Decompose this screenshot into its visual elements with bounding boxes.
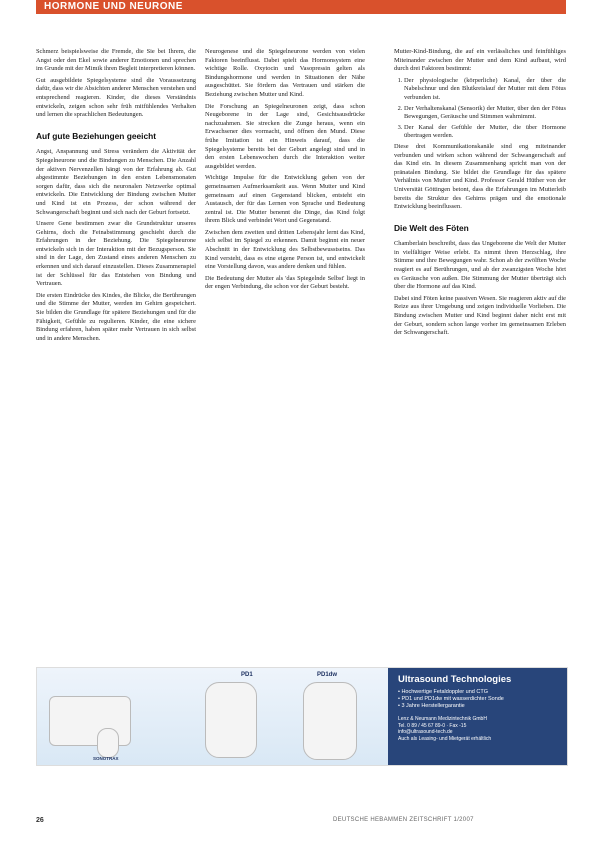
paragraph: Zwischen dem zweiten und dritten Lebensjahr lernt das Kind, sich selbst im Spiegel zu erkennen. Damit beginnt ein neuer Abschnitt in der Entwicklung des Selbstbewusstseins. Das Kind versteht, dass es eine eigene Person ist, und entwickelt eine Vorstellung davon, was andere denken und fühlen. — [205, 228, 365, 271]
paragraph: Dabei sind Föten keine passiven Wesen. Sie reagieren aktiv auf die Reize aus ihrer Umgebung und zeigen individuelle Vorlieben. Die Bindung zwischen Mutter und Kind beginnt daher nicht erst mit der Geburt, sondern schon lange vorher im gemeinsamen Erleben der Schwangerschaft. — [394, 294, 566, 337]
page-number: 26 — [36, 817, 44, 824]
paragraph: Unsere Gene bestimmen zwar die Grundstruktur unseres Gehirns, doch die Feinabstimmung geschieht durch die Erfahrungen in der Beziehung. Die Spiegelneurone entwickeln sich in der Interaktion mit der Bezugsperson. Sie sind in der Lage, den Zustand eines anderen Menschen zu erkennen und sich darauf einzustellen. Dieses Zusammenspiel ist der Schlüssel für das Entstehen von Bindung und Vertrauen. — [36, 220, 196, 288]
paragraph: Die Forschung an Spiegelneuronen zeigt, dass schon Neugeborene in der Lage sind, Gesichtsausdrücke nachzuahmen. Sie strecken die Zunge heraus, wenn ein Erwachsener dies vormacht, und öffnen den Mund. Diese frühe Imitation ist ein Hinweis darauf, dass die Spiegelsysteme bereits bei der Geburt angelegt sind und in den ersten Lebenswochen durch die Interaktion weiter ausgebildet werden. — [205, 102, 365, 170]
section-title: HORMONE UND NEURONE — [44, 1, 183, 12]
paragraph: Wichtige Impulse für die Entwicklung gehen von der gemeinsamen Aufmerksamkeit aus. Wenn Mutter und Kind gemeinsam auf einen Gegenstand blicken, entsteht ein Austausch, der für das Lernen von Sprache und Bedeutung zentral ist. Die Mutter benennt die Dinge, das Kind folgt ihrem Blick und verbindet Wort und Gegenstand. — [205, 174, 365, 225]
paragraph: Schmerz beispielsweise die Fremde, die Sie bei Ihrem, die Angst oder den Ekel sowie anderer Emotionen und sprechen im Grunde mit der Mimik ihren Begleit interpretieren können. — [36, 48, 196, 73]
ad-features: • Hochwertige Fetaldoppler und CTG • PD1 und PD1dw mit wasserdichter Sonde • 3 Jahre Herstellergarantie — [398, 689, 504, 709]
list-item: 1. Der physiologische (körperliche) Kanal, der über die Nabelschnur und den Blutkreislauf der Mutter mit dem Fötus verbunden ist. — [404, 77, 566, 103]
paragraph: Chamberlain beschreibt, dass das Ungeborene die Welt der Mutter in vielfältiger Weise erlebt. Es nimmt ihren Herzschlag, ihre Stimme und ihre Bewegungen wahr. Schon ab der zwölften Woche reagiert es auf Berührungen, und ab der zwanzigsten Woche hört es Geräusche von außen. Die Stimmung der Mutter überträgt sich über die Hormone auf das Kind. — [394, 240, 566, 291]
section-header-bar — [36, 0, 566, 14]
list-item: 3. Der Kanal der Gefühle der Mutter, die über Hormone übertragen werden. — [404, 124, 566, 141]
paragraph: Diese drei Kommunikationskanäle sind eng miteinander verbunden und wirken schon während der Schwangerschaft auf das Kind ein. In diesem Zusammenhang spricht man von der pränatalen Bindung. Sie bildet die Grundlage für das spätere Verhältnis von Mutter und Kind. Professor Gerald Hüther von der Universität Göttingen betont, dass die Erfahrungen im Mutterleib bereits die Struktur des Gehirns prägen und die emotionale Entwicklung beeinflussen. — [394, 142, 566, 211]
pd1-device-image — [205, 682, 257, 758]
list-item: 2. Der Verhaltenskanal (Sensorik) der Mutter, über den der Fötus Bewegungen, Geräusche und Stimmen wahrnimmt. — [404, 105, 566, 122]
paragraph: Angst, Anspannung und Stress verändern die Aktivität der Spiegelneurone und die Bindungen zu Menschen. Die Anzahl der aktiven Nervenzellen hängt von der Erfahrung ab. Gut abgestimmte Beziehungen in den ersten Lebensmonaten sorgen dafür, dass sich die neuronalen Netzwerke optimal entwickeln. Die Entwicklung der Bindung zwischen Mutter und Kind ist ein Prozess, der schon während der Schwangerschaft beginnt und sich nach der Geburt fortsetzt. — [36, 148, 196, 216]
numbered-list — [394, 77, 566, 141]
paragraph: Gut ausgebildete Spiegelsysteme sind die Voraussetzung dafür, dass wir die Absichten anderer Menschen verstehen und entsprechend reagieren. Kinder, die dieses Verständnis entwickeln, zeigen schon sehr früh mitfühlendes Verhalten und lernen die sprachlichen Bedeutungen. — [36, 76, 196, 119]
journal-footer: DEUTSCHE HEBAMMEN ZEITSCHRIFT 1/2007 — [333, 817, 474, 823]
paragraph: Die Bedeutung der Mutter als 'das Spiegelnde Selbst' liegt in der engen Verbindung, die schon vor der Geburt besteht. — [205, 274, 365, 291]
device-label: SONOTRAX — [93, 756, 119, 761]
pd1dw-label: PD1dw — [317, 672, 338, 678]
article-column-2 — [205, 48, 365, 295]
ad-product-area — [37, 668, 388, 765]
section-heading: Auf gute Beziehungen geeicht — [36, 130, 157, 141]
article-column-3 — [394, 48, 566, 341]
ad-address: Lenz & Neumann Medizintechnik GmbH Tel. 0 89 / 45 67 89-0 · Fax -15 info@ultrasound-tech.de Auch als Leasing- und Mietgerät erhältlich — [398, 716, 492, 742]
paragraph: Die ersten Eindrücke des Kindes, die Blicke, die Berührungen und die Stimme der Mutter, werden im Gehirn gespeichert. Sie bilden die Grundlage für spätere Beziehungen und für die Fähigkeit, Gefühle zu regulieren. Kinder, die eine sichere Bindung erfahren, haben später mehr Vertrauen in sich selbst und in andere Menschen. — [36, 291, 196, 342]
paragraph: Mutter-Kind-Bindung, die auf ein verlässliches und feinfühliges Miteinander zwischen der Mutter und dem Kind aufbaut, wird durch drei Faktoren bestimmt: — [394, 48, 566, 73]
paragraph: Neurogenese und die Spiegelneurone werden von vielen Faktoren beeinflusst. Dabei spielt das Hormonsystem eine wichtige Rolle. Oxytocin und Vasopressin gelten als Bindungshormone und werden in Situationen der Nähe ausgeschüttet. Sie fördern das Vertrauen und stärken die Beziehung zwischen Mutter und Kind. — [205, 48, 365, 98]
ad-brand: Ultrasound Technologies — [398, 674, 512, 685]
article-column-1 — [36, 48, 196, 346]
pd1dw-device-image — [303, 682, 357, 760]
ad-info-panel — [388, 668, 567, 765]
pd1-label: PD1 — [241, 672, 253, 678]
advertisement-banner[interactable] — [36, 667, 568, 766]
doppler-probe-image — [97, 728, 119, 758]
section-heading: Die Welt des Föten — [394, 222, 469, 233]
